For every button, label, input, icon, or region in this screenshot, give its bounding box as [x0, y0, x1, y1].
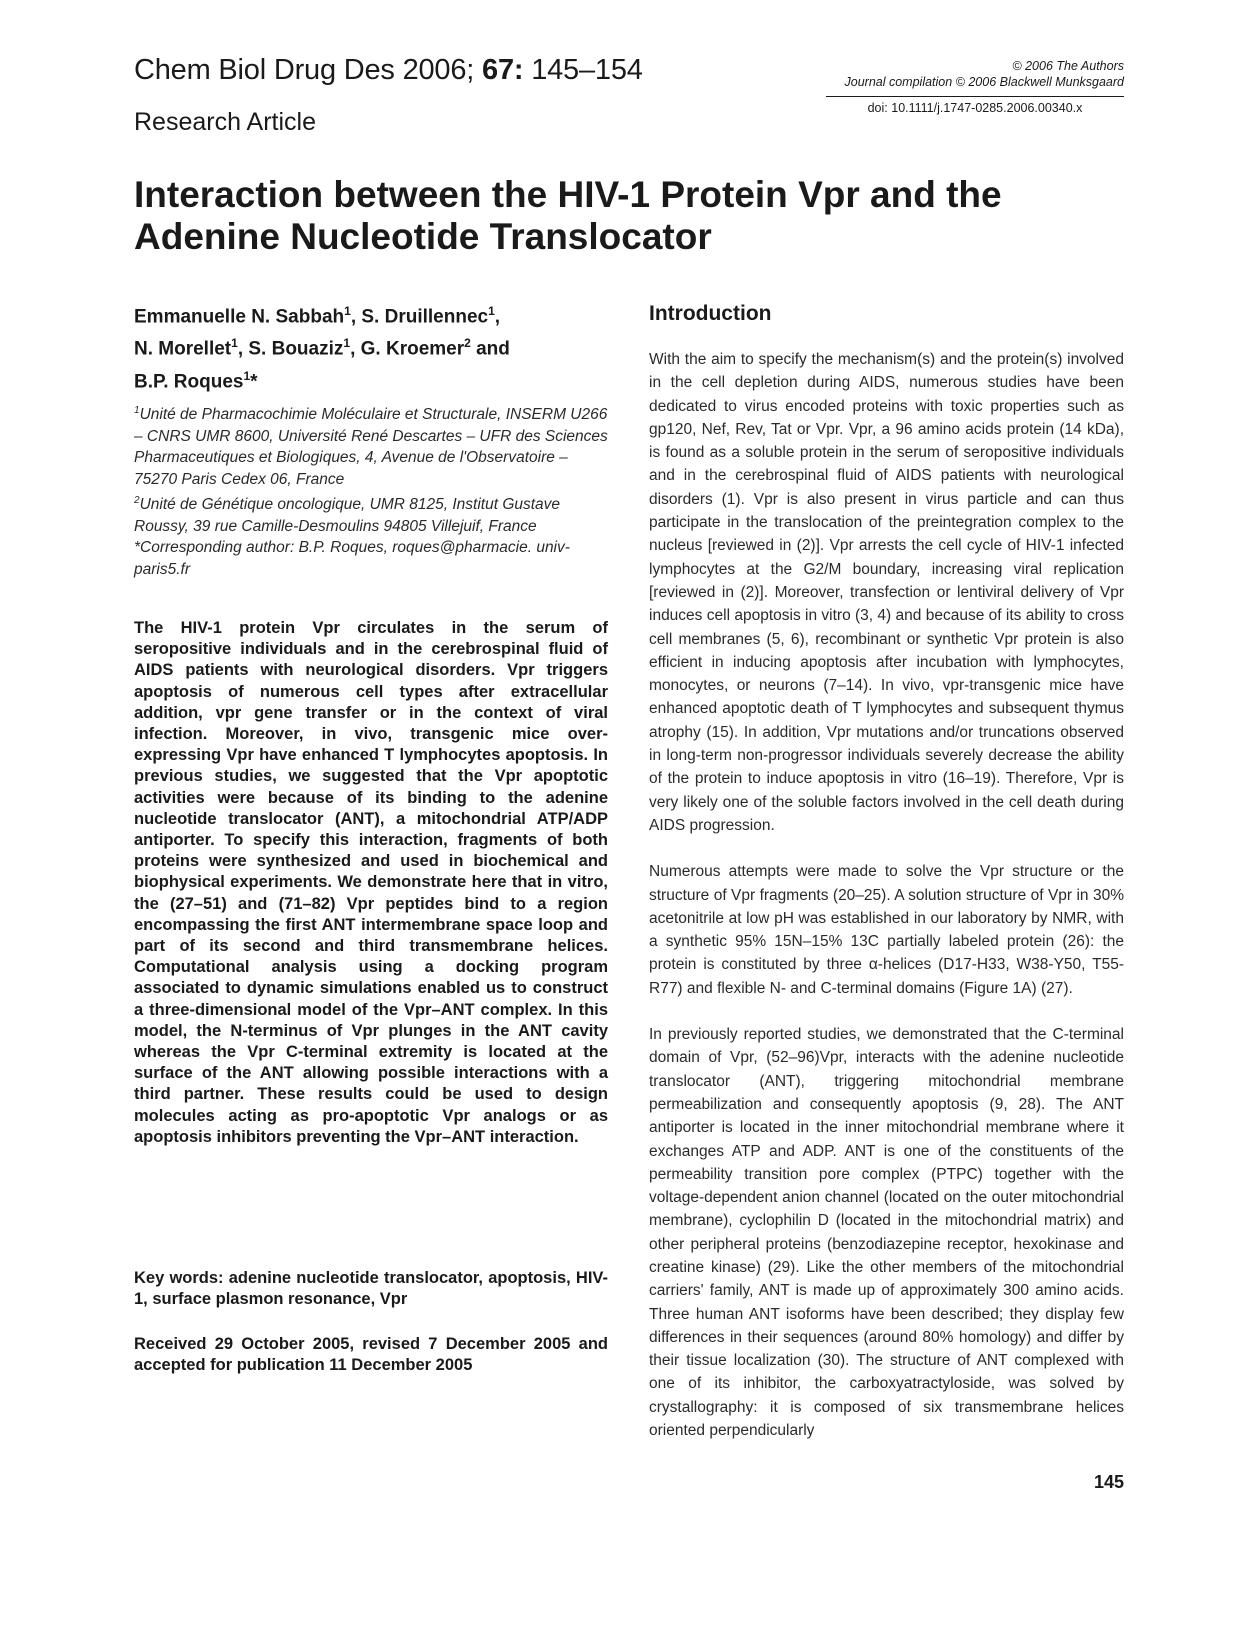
- author-affiliation-mark: 1: [243, 368, 251, 383]
- author-name: N. Morellet: [134, 338, 232, 360]
- abstract: The HIV-1 protein Vpr circulates in the serum of seropositive individuals and in the cerebrospinal fluid of AIDS patients with neurological disorders. Vpr triggers apoptosis of numerous cell types after extracellular addition, vpr gene transfer or in the context of viral infection. Moreover, in vivo, transgenic mice over-expressing Vpr have enhanced T lymphocytes apoptosis. In previous studies, we suggested that the Vpr apoptotic activities were because of its binding to the adenine nucleotide translocator (ANT), a mitochondrial ATP/ADP antiporter. To specify this interaction, fragments of both proteins were synthesized and used in biochemical and biophysical experiments. We demonstrate here that in vitro, the (27–51) and (71–82) Vpr peptides bind to a region encompassing the first ANT intermembrane space loop and part of its second and third transmembrane helices. Computational analysis using a docking program associated to dynamic simulations enabled us to construct a three-dimensional model of the Vpr–ANT complex. In this model, the N-terminus of Vpr plunges in the ANT cavity whereas the Vpr C-terminal extremity is located at the surface of the ANT allowing possible interactions with a third partner. These results could be used to design molecules acting as pro-apoptotic Vpr analogs or as apoptosis inhibitors preventing the Vpr–ANT interaction.: [134, 619, 608, 1146]
- author-separator: ,: [494, 306, 501, 328]
- author-name: B.P. Roques: [134, 370, 244, 392]
- introduction-heading: Introduction: [649, 302, 772, 325]
- author-separator: *: [250, 370, 258, 392]
- copyright-block: [845, 58, 1125, 90]
- affiliation-text: Unité de Génétique oncologique, UMR 8125, Institut Gustave Roussy, 39 rue Camille-Desmoulins 94805 Villejuif, France: [134, 496, 561, 535]
- author-affiliation-mark: 1: [344, 304, 351, 318]
- journal-pages: 145–154: [531, 54, 643, 86]
- introduction-paragraph: In previously reported studies, we demonstrated that the C-terminal domain of Vpr, (52–96)Vpr, interacts with the adenine nucleotide translocator (ANT), triggering mitochondrial membrane permeabilization and consequently apoptosis (9, 28). The ANT antiporter is located in the inner mitochondrial membrane where it exchanges ATP and ADP. ANT is one of the constituents of the permeability transition pore complex (PTPC) together with the voltage-dependent anion channel (located on the outer mitochondrial membrane), cyclophilin D (located in the mitochondrial matrix) and other peripheral proteins (benzodiazepine receptor, hexokinase and creatine kinase) (29). Like the other members of the mitochondrial carriers' family, ANT is made up of approximately 300 amino acids. Three human ANT isoforms have been described; they display few differences in their sequences (around 80% homology) and differ by their tissue localization (30). The structure of ANT complexed with one of its inhibitor, the carboxyatractyloside, was solved by crystallography: it is composed of six transmembrane helices oriented perpendicularly: [649, 1026, 1124, 1440]
- affiliation-2: [134, 490, 614, 537]
- author-name: S. Bouaziz: [248, 338, 344, 360]
- corresponding-author: *Corresponding author: B.P. Roques, roques@pharmacie. univ-paris5.fr: [134, 539, 570, 578]
- compilation-line: Journal compilation © 2006 Blackwell Munksgaard: [844, 75, 1124, 89]
- introduction-paragraph: With the aim to specify the mechanism(s) and the protein(s) involved in the cell depletion during AIDS, numerous studies have been dedicated to virus encoded proteins with toxic properties such as gp120, Nef, Rev, Tat or Vpr. Vpr, a 96 amino acids protein (14 kDa), is found as a soluble protein in the serum of seropositive individuals and in the cerebrospinal fluid of AIDS patients with neurological disorders (1). Vpr is also present in virus particle and can thus participate in the translocation of the preintegration complex to the nucleus [reviewed in (2)]. Vpr arrests the cell cycle of HIV-1 infected lymphocytes at the G2/M boundary, increasing viral replication [reviewed in (2)]. Moreover, transfection or lentiviral delivery of Vpr induces cell apoptosis in vitro (3, 4) and because of its ability to cross cell membranes (5, 6), recombinant or synthetic Vpr protein is also efficient in inducing apoptosis after incubation with lymphocytes, monocytes, or neurons (7–14). In vivo, vpr-transgenic mice have enhanced apoptotic death of T lymphocytes and subsequent thymus atrophy (15). In addition, Vpr mutations and/or truncations observed in long-term non-progressor individuals severely decrease the ability of the protein to induce apoptosis in vitro (16–19). Therefore, Vpr is very likely one of the soluble factors involved in the cell death during AIDS progression.: [649, 351, 1124, 834]
- affiliation-text: Unité de Pharmacochimie Moléculaire et Structurale, INSERM U266 – CNRS UMR 8600, Université René Descartes – UFR des Sciences Pharmaceutiques et Biologiques, 4, Avenue de l'Observatoire – 75270 Paris Cedex 06, France: [134, 406, 608, 488]
- author-affiliation-mark: 1: [343, 336, 351, 351]
- author-name: S. Druillennec: [361, 306, 489, 328]
- author-affiliation-mark: 1: [488, 304, 495, 318]
- author-affiliation-mark: 2: [464, 336, 471, 351]
- introduction-paragraph: Numerous attempts were made to solve the Vpr structure or the structure of Vpr fragments (20–25). A solution structure of Vpr in 30% acetonitrile at low pH was established in our laboratory by NMR, with a synthetic 95% 15N–15% 13C partially labeled protein (26): the protein is constituted by three α-helices (D17-H33, W38-Y50, T55-R77) and flexible N- and C-terminal domains (Figure 1A) (27).: [649, 863, 1124, 997]
- journal-citation: [134, 54, 643, 87]
- affiliation-mark: 1: [134, 405, 140, 416]
- introduction-body: [649, 348, 1124, 1465]
- author-name: G. Kroemer: [360, 338, 465, 360]
- affiliation-1: [134, 400, 614, 490]
- affiliations: [134, 400, 614, 580]
- received-dates: Received 29 October 2005, revised 7 December 2005 and accepted for publication 11 December 2005: [134, 1335, 608, 1375]
- page-number: 145: [1093, 1472, 1124, 1492]
- author-separator: and: [470, 338, 510, 360]
- author-list: [134, 298, 614, 395]
- author-affiliation-mark: 1: [231, 336, 238, 351]
- author-name: Emmanuelle N. Sabbah: [134, 306, 345, 328]
- copyright-line: © 2006 The Authors: [1012, 59, 1124, 73]
- author-separator: ,: [237, 338, 249, 360]
- keywords: Key words: adenine nucleotide translocator, apoptosis, HIV-1, surface plasmon resonance, Vpr: [134, 1269, 608, 1309]
- doi-divider: [826, 96, 1124, 97]
- doi[interactable]: doi: 10.1111/j.1747-0285.2006.00340.x: [867, 101, 1083, 115]
- journal-name: Chem Biol Drug Des 2006;: [134, 54, 475, 86]
- affiliation-mark: 2: [134, 495, 140, 507]
- author-separator: ,: [350, 338, 361, 360]
- article-type: Research Article: [134, 108, 317, 136]
- author-separator: ,: [350, 306, 362, 328]
- article-title: Interaction between the HIV-1 Protein Vpr and the Adenine Nucleotide Translocator: [134, 174, 1002, 257]
- journal-volume: 67:: [482, 54, 524, 86]
